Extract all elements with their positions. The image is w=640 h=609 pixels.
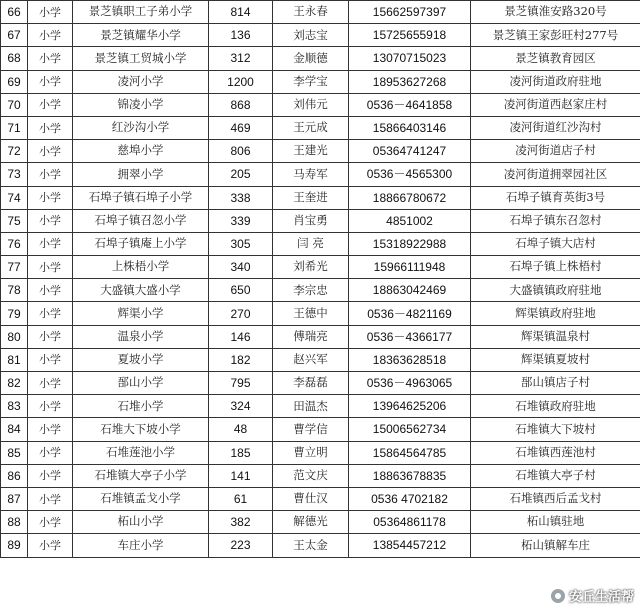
school-name: 郚山小学 [73,372,209,395]
school-address: 大盛镇镇政府驻地 [471,279,640,302]
table-row [1,372,640,395]
contact-person: 王太金 [273,534,349,557]
row-number: 72 [1,140,28,163]
contact-person: 曹立明 [273,441,349,464]
school-type: 小学 [28,163,73,186]
table-row [1,302,640,325]
contact-person: 王永春 [273,1,349,24]
phone-number: 0536－4641858 [349,93,471,116]
row-number: 75 [1,209,28,232]
school-address: 凌河街道政府驻地 [471,70,640,93]
school-address: 辉渠镇温泉村 [471,325,640,348]
school-address: 柘山镇解车庄 [471,534,640,557]
table-row [1,93,640,116]
school-address: 石堆镇大亭子村 [471,464,640,487]
table-row [1,140,640,163]
student-count: 141 [209,464,273,487]
row-number: 68 [1,47,28,70]
row-number: 70 [1,93,28,116]
student-count: 806 [209,140,273,163]
contact-person: 刘希光 [273,256,349,279]
school-name: 大盛镇大盛小学 [73,279,209,302]
student-count: 223 [209,534,273,557]
school-address: 凌河街道店子村 [471,140,640,163]
school-type: 小学 [28,372,73,395]
contact-person: 王建光 [273,140,349,163]
school-name: 石埠子镇石埠子小学 [73,186,209,209]
table-row [1,279,640,302]
student-count: 270 [209,302,273,325]
table-row [1,24,640,47]
table-row [1,441,640,464]
student-count: 146 [209,325,273,348]
table-row [1,163,640,186]
school-type: 小学 [28,116,73,139]
student-count: 814 [209,1,273,24]
contact-person: 李学宝 [273,70,349,93]
row-number: 86 [1,464,28,487]
row-number: 69 [1,70,28,93]
school-type: 小学 [28,209,73,232]
phone-number: 15866403146 [349,116,471,139]
school-type: 小学 [28,186,73,209]
school-name: 上株梧小学 [73,256,209,279]
school-address: 石堆镇西莲池村 [471,441,640,464]
school-address: 凌河街道拥翠园社区 [471,163,640,186]
school-name: 辉渠小学 [73,302,209,325]
row-number: 87 [1,487,28,510]
student-count: 339 [209,209,273,232]
school-name: 凌河小学 [73,70,209,93]
student-count: 868 [209,93,273,116]
phone-number: 0536 4702182 [349,487,471,510]
school-name: 石埠子镇召忽小学 [73,209,209,232]
student-count: 61 [209,487,273,510]
school-name: 景芝镇职工子弟小学 [73,1,209,24]
row-number: 74 [1,186,28,209]
table-row [1,395,640,418]
table-row [1,232,640,255]
table-row [1,534,640,557]
school-type: 小学 [28,534,73,557]
school-type: 小学 [28,1,73,24]
phone-number: 4851002 [349,209,471,232]
table-row [1,47,640,70]
contact-person: 马寿军 [273,163,349,186]
school-address: 石堆镇政府驻地 [471,395,640,418]
student-count: 469 [209,116,273,139]
table-row [1,464,640,487]
phone-number: 0536－4565300 [349,163,471,186]
school-name: 拥翠小学 [73,163,209,186]
school-name: 景芝镇工贸城小学 [73,47,209,70]
school-address: 石堆镇大下坡村 [471,418,640,441]
table-body [1,1,640,558]
school-address: 辉渠镇政府驻地 [471,302,640,325]
school-type: 小学 [28,441,73,464]
phone-number: 13854457212 [349,534,471,557]
contact-person: 李磊磊 [273,372,349,395]
contact-person: 刘伟元 [273,93,349,116]
contact-person: 刘志宝 [273,24,349,47]
phone-number: 15662597397 [349,1,471,24]
school-type: 小学 [28,302,73,325]
student-count: 305 [209,232,273,255]
school-name: 石堆莲池小学 [73,441,209,464]
phone-number: 15725655918 [349,24,471,47]
row-number: 66 [1,1,28,24]
watermark-text: 安丘生活帮 [568,590,634,605]
row-number: 89 [1,534,28,557]
row-number: 79 [1,302,28,325]
school-name: 红沙沟小学 [73,116,209,139]
school-name: 石埠子镇庵上小学 [73,232,209,255]
school-address: 石埠子镇上株梧村 [471,256,640,279]
school-address: 石堆镇西后孟戈村 [471,487,640,510]
row-number: 76 [1,232,28,255]
contact-person: 王奎进 [273,186,349,209]
student-count: 205 [209,163,273,186]
wechat-icon [551,589,565,603]
row-number: 71 [1,116,28,139]
phone-number: 0536－4366177 [349,325,471,348]
phone-number: 05364861178 [349,511,471,534]
table-row [1,186,640,209]
school-address: 凌河街道西赵家庄村 [471,93,640,116]
contact-person: 金顺德 [273,47,349,70]
contact-person: 肖宝勇 [273,209,349,232]
table-row [1,348,640,371]
row-number: 81 [1,348,28,371]
contact-person: 曹仕汉 [273,487,349,510]
table-row [1,116,640,139]
school-name: 车庄小学 [73,534,209,557]
school-type: 小学 [28,418,73,441]
school-address: 辉渠镇夏坡村 [471,348,640,371]
school-name: 慈埠小学 [73,140,209,163]
phone-number: 18863042469 [349,279,471,302]
phone-number: 18866780672 [349,186,471,209]
row-number: 80 [1,325,28,348]
table-row [1,1,640,24]
school-type: 小学 [28,511,73,534]
table-row [1,256,640,279]
row-number: 77 [1,256,28,279]
phone-number: 15318922988 [349,232,471,255]
student-count: 795 [209,372,273,395]
school-address: 景芝镇淮安路320号 [471,1,640,24]
phone-number: 0536－4821169 [349,302,471,325]
phone-number: 18363628518 [349,348,471,371]
watermark [551,586,634,605]
row-number: 83 [1,395,28,418]
student-count: 340 [209,256,273,279]
row-number: 82 [1,372,28,395]
contact-person: 曹学信 [273,418,349,441]
student-count: 48 [209,418,273,441]
table-row [1,325,640,348]
row-number: 84 [1,418,28,441]
school-type: 小学 [28,140,73,163]
student-count: 382 [209,511,273,534]
contact-person: 解德光 [273,511,349,534]
school-name: 石堆镇大亭子小学 [73,464,209,487]
school-name: 石堆大下坡小学 [73,418,209,441]
contact-person: 田温杰 [273,395,349,418]
school-address: 石埠子镇大店村 [471,232,640,255]
table-row [1,418,640,441]
school-type: 小学 [28,395,73,418]
row-number: 88 [1,511,28,534]
contact-person: 范文庆 [273,464,349,487]
school-address: 景芝镇王家彭旺村277号 [471,24,640,47]
row-number: 67 [1,24,28,47]
student-count: 338 [209,186,273,209]
row-number: 73 [1,163,28,186]
school-address: 景芝镇教育园区 [471,47,640,70]
school-address: 凌河街道红沙沟村 [471,116,640,139]
phone-number: 0536－4963065 [349,372,471,395]
school-type: 小学 [28,325,73,348]
school-address: 石埠子镇育英街3号 [471,186,640,209]
student-count: 324 [209,395,273,418]
phone-number: 13070715023 [349,47,471,70]
table-row [1,487,640,510]
row-number: 85 [1,441,28,464]
phone-number: 05364741247 [349,140,471,163]
student-count: 312 [209,47,273,70]
phone-number: 15006562734 [349,418,471,441]
school-name: 柘山小学 [73,511,209,534]
school-name: 温泉小学 [73,325,209,348]
contact-person: 王元成 [273,116,349,139]
student-count: 182 [209,348,273,371]
school-name: 夏坡小学 [73,348,209,371]
student-count: 136 [209,24,273,47]
school-name: 石堆镇孟戈小学 [73,487,209,510]
contact-person: 赵兴军 [273,348,349,371]
school-type: 小学 [28,47,73,70]
school-name: 锦凌小学 [73,93,209,116]
school-type: 小学 [28,256,73,279]
student-count: 650 [209,279,273,302]
phone-number: 15966111948 [349,256,471,279]
school-address: 柘山镇驻地 [471,511,640,534]
contact-person: 闫 亮 [273,232,349,255]
school-type: 小学 [28,70,73,93]
phone-number: 18953627268 [349,70,471,93]
school-type: 小学 [28,232,73,255]
school-type: 小学 [28,487,73,510]
school-address: 郚山镇店子村 [471,372,640,395]
phone-number: 18863678835 [349,464,471,487]
student-count: 1200 [209,70,273,93]
student-count: 185 [209,441,273,464]
school-name: 景芝镇耀华小学 [73,24,209,47]
table-row [1,209,640,232]
school-type: 小学 [28,279,73,302]
phone-number: 13964625206 [349,395,471,418]
contact-person: 傅瑞亮 [273,325,349,348]
table-row [1,70,640,93]
school-name: 石堆小学 [73,395,209,418]
school-type: 小学 [28,464,73,487]
phone-number: 15864564785 [349,441,471,464]
contact-person: 王德中 [273,302,349,325]
contact-person: 李宗忠 [273,279,349,302]
school-address: 石埠子镇东召忽村 [471,209,640,232]
school-type: 小学 [28,348,73,371]
school-type: 小学 [28,24,73,47]
school-type: 小学 [28,93,73,116]
table-row [1,511,640,534]
row-number: 78 [1,279,28,302]
